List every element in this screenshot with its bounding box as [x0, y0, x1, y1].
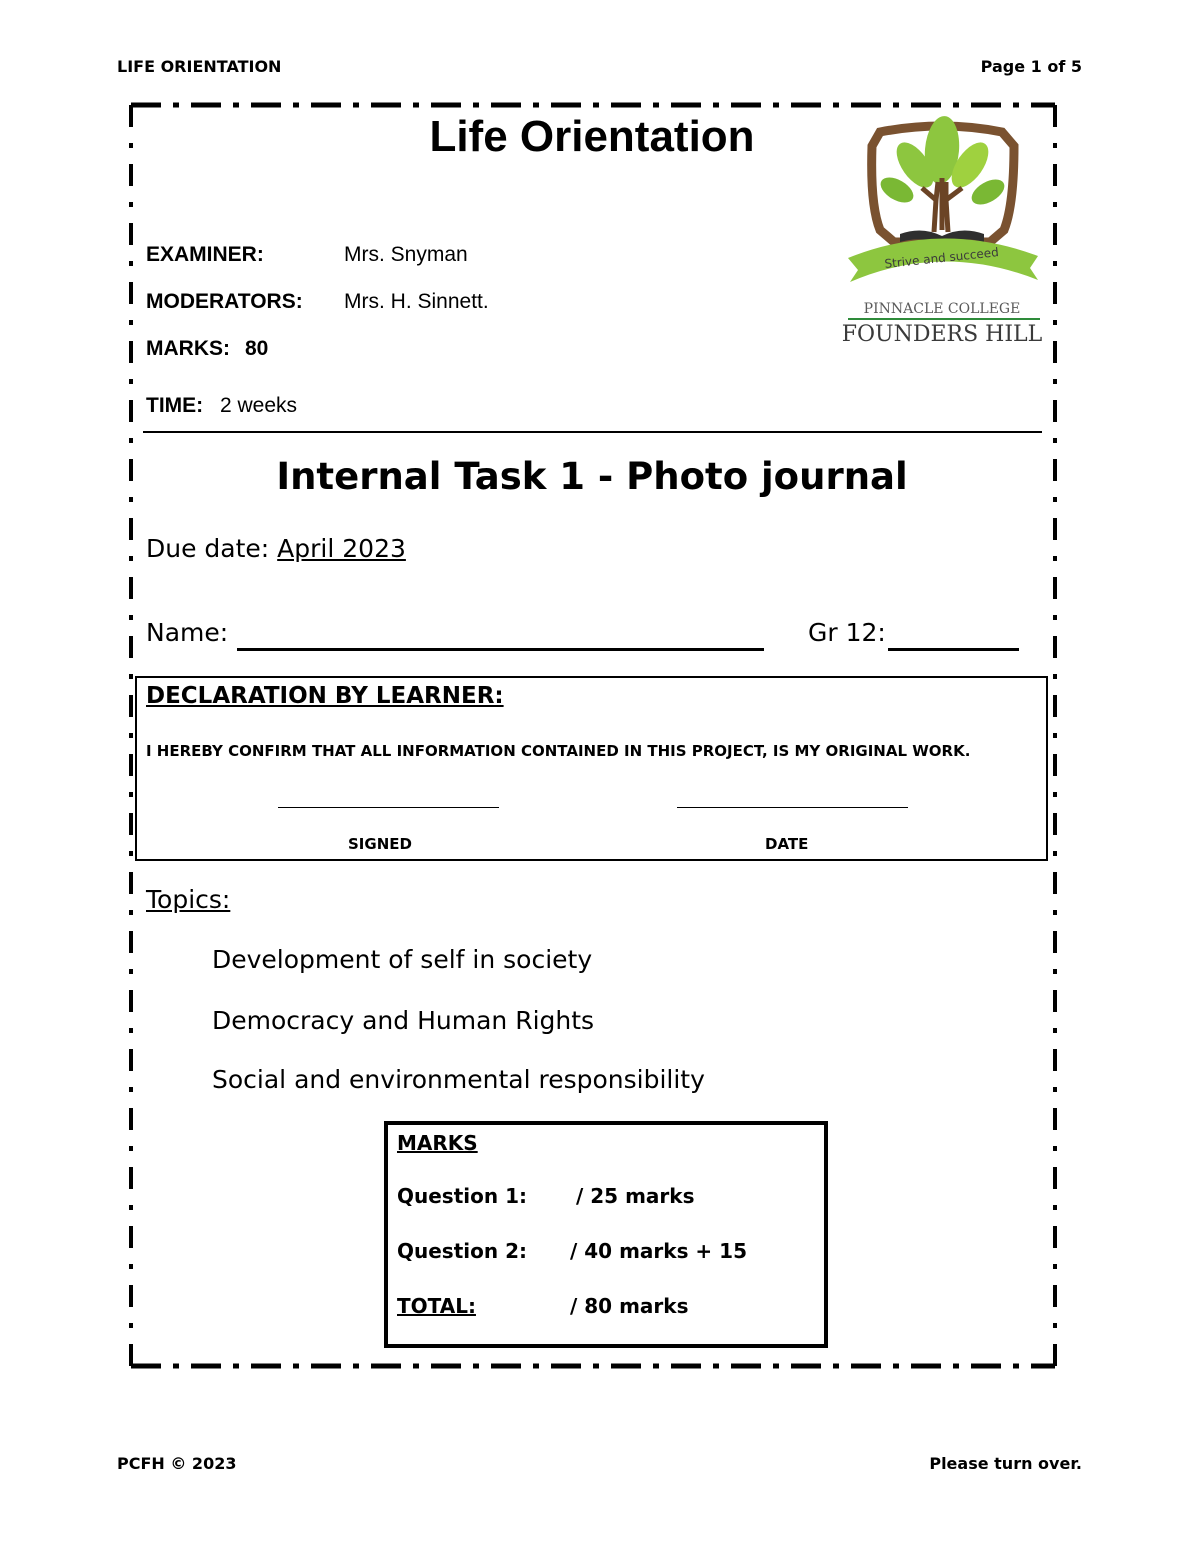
declaration-heading: DECLARATION BY LEARNER:	[146, 683, 504, 709]
logo-school-line2: FOUNDERS HILL	[842, 322, 1043, 347]
grade-field-line[interactable]	[888, 648, 1019, 651]
name-field-line[interactable]	[237, 648, 764, 651]
topic-item: Development of self in society	[212, 945, 593, 974]
topic-item: Social and environmental responsibility	[212, 1065, 705, 1094]
name-label: Name:	[146, 618, 229, 647]
grade-label: Gr 12:	[808, 618, 886, 647]
date-label: DATE	[765, 835, 809, 853]
marks-label: MARKS:	[146, 337, 230, 360]
task-title: Internal Task 1 - Photo journal	[276, 455, 908, 498]
marks-heading: MARKS	[397, 1131, 478, 1155]
declaration-text: I HEREBY CONFIRM THAT ALL INFORMATION CONTAINED IN THIS PROJECT, IS MY ORIGINAL WORK.	[146, 742, 971, 760]
page-number: Page 1 of 5	[980, 57, 1082, 76]
topic-item: Democracy and Human Rights	[212, 1006, 595, 1035]
signature-line[interactable]	[278, 807, 499, 808]
examiner-value: Mrs. Snyman	[344, 243, 468, 266]
topics-heading: Topics:	[146, 885, 231, 914]
marks-row-label: Question 2:	[397, 1239, 527, 1263]
marks-row-value: / 25 marks	[576, 1184, 695, 1208]
due-date-value: April 2023	[277, 534, 406, 563]
logo-school-line1: PINNACLE COLLEGE	[863, 301, 1021, 317]
footer-turn-over: Please turn over.	[929, 1454, 1082, 1473]
marks-value: 80	[245, 337, 269, 360]
marks-total-value: / 80 marks	[570, 1294, 689, 1318]
due-date-row	[146, 534, 406, 563]
running-header-left: LIFE ORIENTATION	[117, 57, 282, 76]
footer-copyright: PCFH © 2023	[117, 1454, 237, 1473]
signed-label: SIGNED	[348, 835, 412, 853]
marks-total-label: TOTAL:	[397, 1294, 476, 1318]
document-title: Life Orientation	[429, 112, 755, 161]
moderators-label: MODERATORS:	[146, 290, 303, 313]
time-label: TIME:	[146, 394, 204, 417]
logo-motto: Strive and succeed	[883, 245, 1000, 271]
marks-row-value: / 40 marks + 15	[570, 1239, 747, 1263]
time-value: 2 weeks	[220, 394, 298, 417]
school-logo	[842, 110, 1047, 350]
date-line[interactable]	[677, 807, 908, 808]
moderators-value: Mrs. H. Sinnett.	[344, 290, 489, 313]
examiner-label: EXAMINER:	[146, 243, 264, 266]
marks-row-label: Question 1:	[397, 1184, 527, 1208]
due-date-label: Due date:	[146, 534, 270, 563]
